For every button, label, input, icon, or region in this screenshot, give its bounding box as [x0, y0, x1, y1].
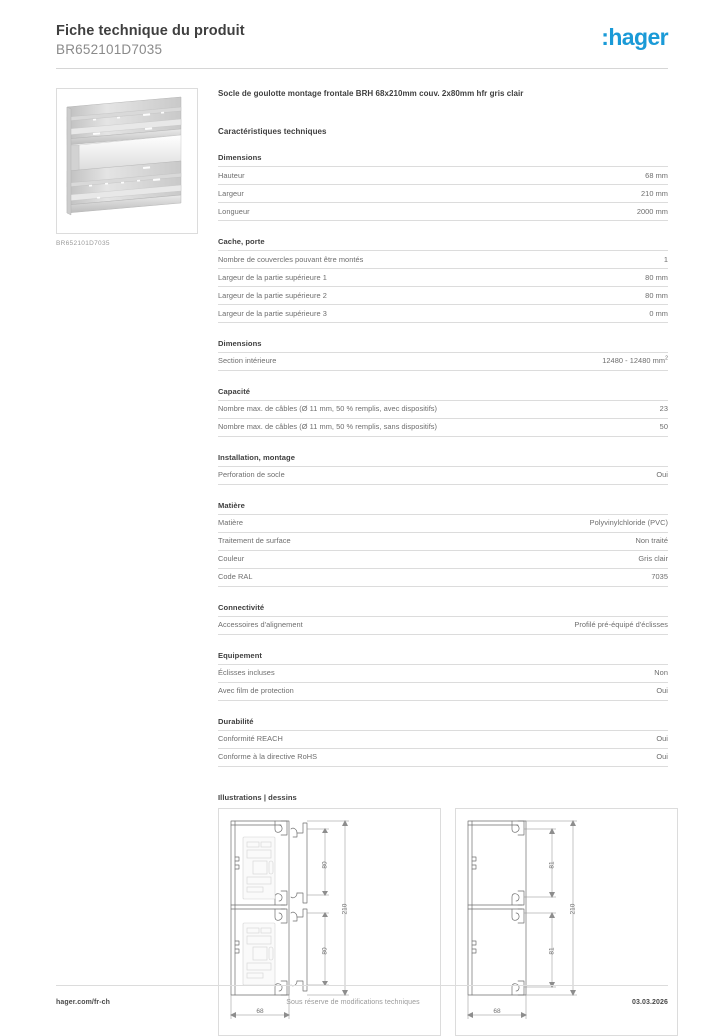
- dim-width-label: 68: [493, 1007, 501, 1015]
- spec-table: [218, 616, 668, 635]
- page-header: [56, 22, 668, 68]
- spec-group: [218, 153, 668, 221]
- spec-value: 23: [659, 404, 668, 414]
- spec-table: [218, 250, 668, 323]
- spec-label: Largeur de la partie supérieure 3: [218, 308, 327, 318]
- dim-bottom-label: 81: [548, 947, 556, 955]
- spec-groups: [218, 153, 668, 767]
- table-row: [218, 466, 668, 484]
- spec-group-title: Installation, montage: [218, 452, 295, 462]
- footer-divider: [56, 985, 668, 986]
- spec-label: Perforation de socle: [218, 470, 285, 480]
- spec-label: Largeur de la partie supérieure 1: [218, 272, 327, 282]
- header-divider: [56, 68, 668, 69]
- spec-value: 50: [659, 422, 668, 432]
- table-row: [218, 748, 668, 766]
- table-row: [218, 268, 668, 286]
- spec-label: Éclisses incluses: [218, 668, 275, 678]
- product-reference: BR652101D7035: [56, 42, 163, 57]
- spec-value: 210 mm: [641, 188, 668, 198]
- spec-value: Profilé pré-équipé d'éclisses: [574, 620, 668, 630]
- table-row: [218, 202, 668, 220]
- table-row: [218, 532, 668, 550]
- spec-group: [218, 453, 668, 485]
- dim-bottom-label: 80: [321, 947, 329, 955]
- spec-label: Largeur: [218, 188, 244, 198]
- spec-value: 7035: [651, 572, 668, 582]
- dim-total-label: 210: [341, 903, 349, 915]
- table-row: [218, 730, 668, 748]
- spec-group-title: Equipement: [218, 650, 262, 660]
- spec-group: [218, 339, 668, 371]
- footer-website[interactable]: hager.com/fr-ch: [56, 998, 111, 1006]
- table-row: [218, 550, 668, 568]
- table-row: [218, 664, 668, 682]
- spec-group: [218, 717, 668, 767]
- spec-value: Gris clair: [638, 554, 668, 564]
- table-row: [218, 514, 668, 532]
- drawings-title: Illustrations | dessins: [218, 792, 297, 802]
- spec-label: Traitement de surface: [218, 536, 291, 546]
- spec-label: Largeur de la partie supérieure 2: [218, 290, 327, 300]
- spec-value: Non: [654, 668, 668, 678]
- spec-label: Longueur: [218, 206, 250, 216]
- spec-label: Code RAL: [218, 572, 253, 582]
- spec-value-text: 12480 - 12480 mm: [602, 356, 666, 366]
- spec-group-title: Durabilité: [218, 716, 254, 726]
- spec-value: [443, 352, 668, 370]
- spec-label: Avec film de protection: [218, 686, 294, 696]
- spec-label: Accessoires d'alignement: [218, 620, 303, 630]
- spec-group-title: Connectivité: [218, 602, 265, 612]
- spec-table: [218, 166, 668, 221]
- footer-disclaimer: Sous réserve de modifications techniques: [286, 998, 420, 1006]
- table-row: [218, 568, 668, 586]
- spec-table: [218, 466, 668, 485]
- spec-group-title: Cache, porte: [218, 236, 265, 246]
- dim-top-label: 80: [321, 861, 329, 869]
- spec-table: [218, 730, 668, 767]
- table-row: [218, 286, 668, 304]
- spec-label: Matière: [218, 518, 243, 528]
- table-row: [218, 250, 668, 268]
- spec-group-title: Dimensions: [218, 153, 262, 162]
- spec-group-title: Dimensions: [218, 338, 262, 348]
- spec-table: [218, 400, 668, 437]
- table-row: [218, 352, 668, 370]
- content-column: [218, 88, 668, 1036]
- spec-value: Oui: [656, 686, 668, 696]
- spec-value: Oui: [656, 470, 668, 480]
- product-photo: [56, 88, 198, 234]
- hager-logo: :hager: [601, 24, 668, 50]
- spec-table: [218, 352, 668, 371]
- table-row: [218, 616, 668, 634]
- spec-label: Couleur: [218, 554, 245, 564]
- page-footer: [56, 995, 668, 1009]
- spec-label: Nombre max. de câbles (Ø 11 mm, 50 % remplis, avec dispositifs): [218, 404, 438, 414]
- spec-label: Conforme à la directive RoHS: [218, 752, 318, 762]
- table-row: [218, 184, 668, 202]
- spec-group: [218, 651, 668, 701]
- spec-group-title: Capacité: [218, 386, 251, 396]
- spec-value: 1: [663, 254, 668, 264]
- spec-label: Nombre max. de câbles (Ø 11 mm, 50 % remplis, sans dispositifs): [218, 422, 438, 432]
- table-row: [218, 682, 668, 700]
- spec-value: 0 mm: [649, 308, 668, 318]
- spec-value: Non traité: [635, 536, 668, 546]
- dim-width-label: 68: [256, 1007, 264, 1015]
- dim-top-label: 81: [548, 861, 556, 869]
- table-row: [218, 418, 668, 436]
- page-title: Fiche technique du produit: [56, 23, 245, 39]
- spec-group-title: Matière: [218, 500, 245, 510]
- product-photo-caption: BR652101D7035: [56, 240, 110, 247]
- table-row: [218, 400, 668, 418]
- spec-value: 2000 mm: [636, 206, 668, 216]
- spec-value: 80 mm: [645, 272, 668, 282]
- product-photo-illustration: [57, 89, 197, 233]
- spec-group: [218, 501, 668, 587]
- spec-group: [218, 387, 668, 437]
- spec-value: 80 mm: [645, 290, 668, 300]
- spec-value: Polyvinylchloride (PVC): [589, 518, 668, 528]
- spec-value: Oui: [656, 734, 668, 744]
- header-titles: [56, 22, 245, 58]
- dim-total-label: 210: [569, 903, 577, 915]
- spec-value: 68 mm: [645, 170, 668, 180]
- table-row: [218, 167, 668, 185]
- spec-value-superscript: 2: [665, 356, 668, 363]
- spec-value: Oui: [656, 752, 668, 762]
- spec-label: Section intérieure: [218, 356, 277, 366]
- table-row: [218, 304, 668, 322]
- product-media: [56, 88, 198, 247]
- spec-label: Conformité REACH: [218, 734, 283, 744]
- spec-label: Hauteur: [218, 170, 245, 180]
- product-name: Socle de goulotte montage frontale BRH 68x210mm couv. 2x80mm hfr gris clair: [218, 89, 524, 98]
- specs-heading: Caractéristiques techniques: [218, 127, 327, 136]
- spec-table: [218, 664, 668, 701]
- spec-label: Nombre de couvercles pouvant être montés: [218, 254, 364, 264]
- spec-table: [218, 514, 668, 587]
- footer-date: 03.03.2026: [631, 998, 668, 1006]
- spec-group: [218, 603, 668, 635]
- spec-group: [218, 237, 668, 323]
